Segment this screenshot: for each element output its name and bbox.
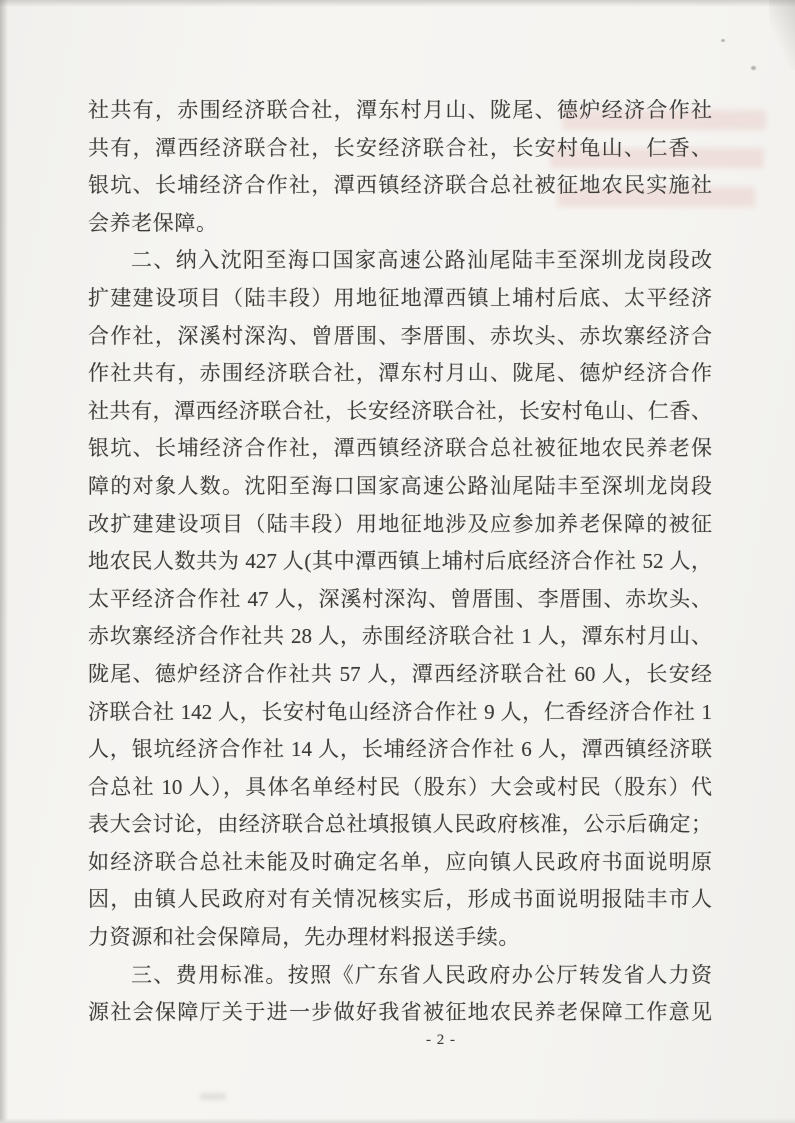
text-line: 因，由镇人民政府对有关情况核实后，形成书面说明报陆丰市人 <box>88 887 712 912</box>
text-line: 会养老保障。 <box>88 210 218 235</box>
text-line: 三、费用标准。按照《广东省人民政府办公厅转发省人力资 <box>131 962 712 987</box>
scan-smudge <box>200 1093 226 1100</box>
text-line: 二、纳入沈阳至海口国家高速公路汕尾陆丰至深圳龙岗段改 <box>131 248 712 273</box>
page-edge-shadow-left <box>0 0 8 1123</box>
text-line: 力资源和社会保障局，先办理材料报送手续。 <box>88 925 520 950</box>
text-line: 社共有，潭西经济联合社，长安经济联合社，长安村龟山、仁香、 <box>88 398 712 423</box>
text-line: 陇尾、德炉经济合作社共 57 人，潭西经济联合社 60 人，长安经 <box>88 661 712 686</box>
text-line: 济联合社 142 人，长安村龟山经济合作社 9 人，仁香经济合作社 1 <box>88 699 712 724</box>
text-line: 人，银坑经济合作社 14 人，长埔经济合作社 6 人，潭西镇经济联 <box>88 737 712 762</box>
text-line: 合作社，深溪村深沟、曾厝围、李厝围、赤坎头、赤坎寨经济合 <box>88 323 712 348</box>
text-line: 合总社 10 人），具体名单经村民（股东）大会或村民（股东）代 <box>88 774 712 799</box>
page-edge-shadow-bottom <box>0 1118 795 1123</box>
text-line: 表大会讨论，由经济联合总社填报镇人民政府核准，公示后确定； <box>88 812 712 837</box>
text-line: 银坑、长埔经济合作社，潭西镇经济联合总社被征地农民实施社 <box>88 173 712 198</box>
dust-speck <box>751 66 756 70</box>
text-line: 作社共有，赤围经济联合社，潭东村月山、陇尾、德炉经济合作 <box>88 361 712 386</box>
text-line: 改扩建建设项目（陆丰段）用地征地涉及应参加养老保障的被征 <box>88 511 712 536</box>
text-line: 社共有，赤围经济联合社，潭东村月山、陇尾、德炉经济合作社 <box>88 98 712 122</box>
document-body-text <box>88 92 712 1032</box>
text-line: 银坑、长埔经济合作社，潭西镇经济联合总社被征地农民养老保 <box>88 436 712 461</box>
text-line: 共有，潭西经济联合社，长安经济联合社，长安村龟山、仁香、 <box>88 135 712 160</box>
text-line: 源社会保障厅关于进一步做好我省被征地农民养老保障工作意见 <box>88 1000 712 1025</box>
dust-speck <box>721 39 725 42</box>
text-line: 地农民人数共为 427 人(其中潭西镇上埔村后底经济合作社 52 人， <box>88 549 712 574</box>
text-line: 太平经济合作社 47 人，深溪村深沟、曾厝围、李厝围、赤坎头、 <box>88 586 712 611</box>
page-corner-shadow <box>769 0 795 70</box>
page-number: - 2 - <box>426 1032 456 1048</box>
text-line: 扩建建设项目（陆丰段）用地征地潭西镇上埔村后底、太平经济 <box>88 285 712 310</box>
text-line: 赤坎寨经济合作社共 28 人，赤围经济联合社 1 人，潭东村月山、 <box>88 624 712 649</box>
page-edge-shadow-top <box>0 0 795 7</box>
text-line: 障的对象人数。沈阳至海口国家高速公路汕尾陆丰至深圳龙岗段 <box>88 473 712 498</box>
text-line: 如经济联合总社未能及时确定名单，应向镇人民政府书面说明原 <box>88 849 712 874</box>
